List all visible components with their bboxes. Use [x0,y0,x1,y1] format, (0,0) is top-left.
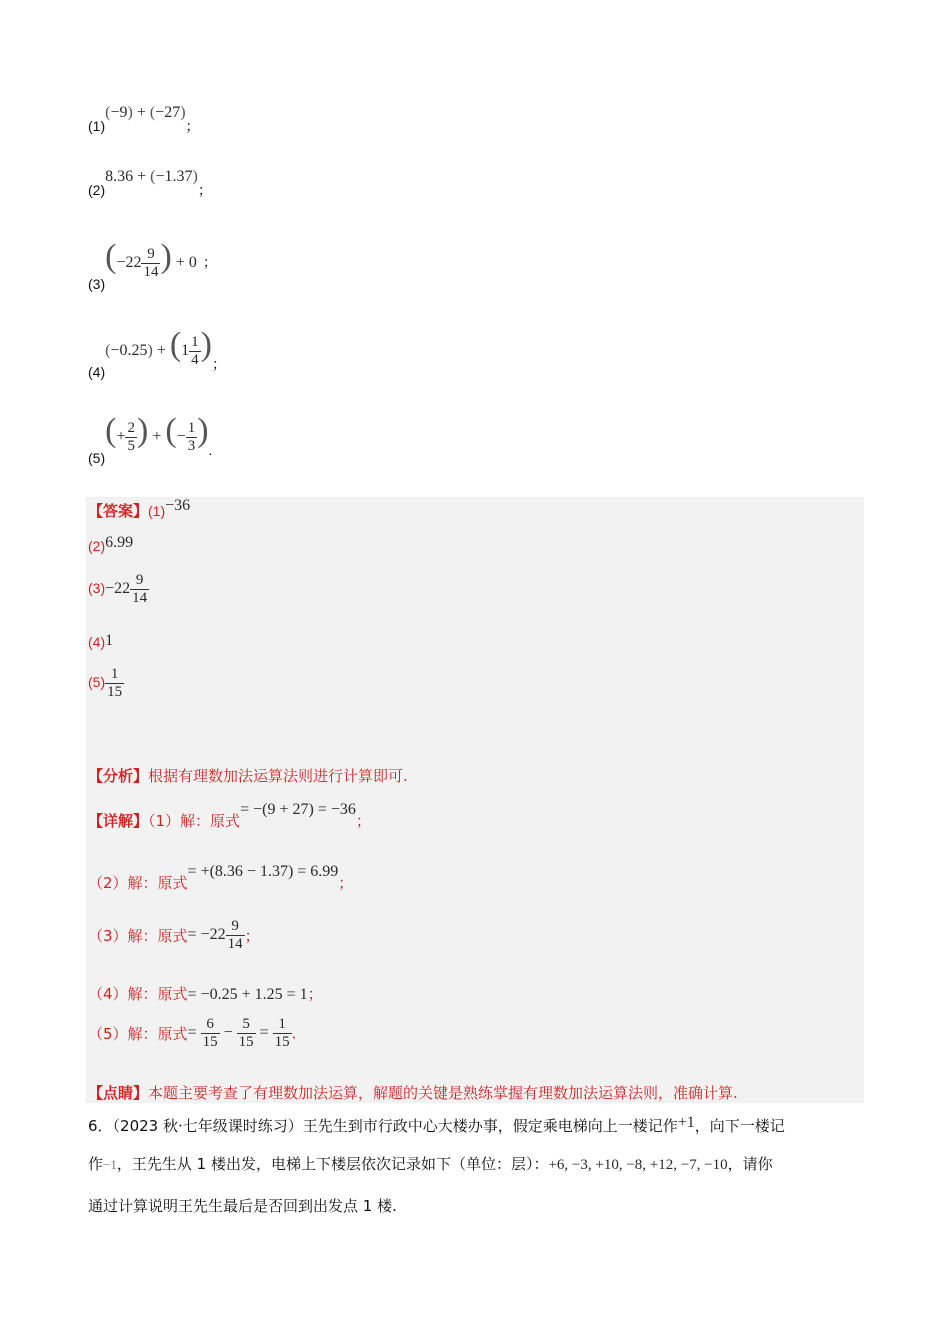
detail-1 [88,801,371,831]
detail-expr: = −(9 + 27) = −36 [240,801,356,818]
term: −1.37 [155,168,193,185]
detail-prefix: （5）解：原式 [88,1025,188,1043]
term: −9 [110,104,128,121]
fraction [105,666,124,701]
question-text: 6．（2023 秋·七年级课时练习）王先生到市行政中心大楼办事，假定乘电梯向上一楼记作 [88,1117,678,1135]
answer-whole: −22 [105,580,131,598]
denominator: 15 [107,684,123,700]
answer-value: 1 [105,632,114,649]
fraction [237,1016,256,1051]
answer-value: −36 [165,497,191,514]
problem-5: (5)(+ $\frac{2}{5}$ ) + (− $\frac{1}{3}$ ). [88,412,213,466]
answer-panel [86,497,864,1103]
answer-heading: 【答案】 [88,502,149,520]
numerator: 9 [147,245,155,262]
problem-label: (4) [88,364,106,380]
punct: ； [307,985,323,1003]
question-text: 通过计算说明王先生最后是否回到出发点 1 楼. [88,1197,397,1215]
punct: . [291,1024,297,1043]
math-down: −1 [103,1157,117,1172]
detail-prefix: （2）解：原式 [88,874,188,892]
comment-text: 本题主要考查了有理数加法运算，解题的关键是熟练掌握有理数加法运算法则，准确计算. [148,1084,738,1102]
answer-5 [88,666,124,701]
detail-expr: = −22 [187,926,226,944]
denominator: 4 [191,351,199,368]
denominator: 15 [274,1034,290,1050]
numerator: 1 [110,666,119,682]
detail-heading: 【详解】 [88,812,149,830]
detail-expr: = −0.25 + 1.25 = 1 [187,986,308,1003]
punct: ； [338,874,354,892]
problem-1: (1)(−9) + (−27)； [88,104,200,134]
numerator: 5 [242,1016,250,1032]
denominator: 14 [227,936,243,952]
problem-2: (2)8.36 + (−1.37)； [88,168,212,198]
numerator: 1 [191,333,199,350]
question-6-line-3 [88,1188,397,1224]
fraction [201,1016,220,1051]
numerator: 9 [231,918,239,934]
fraction [226,918,245,953]
punct: ； [185,118,200,134]
denominator: 15 [238,1034,254,1050]
term: + 0 [175,254,197,271]
detail-3 [88,918,260,953]
problem-3: (3)(−22 $\frac{9}{14}$ ) + 0 ； [88,238,217,292]
answer-label: (5) [88,674,106,691]
detail-2 [88,863,354,893]
fraction [186,420,198,455]
denominator: 14 [132,590,148,606]
denominator: 5 [127,437,135,454]
analysis [88,765,408,786]
detail-prefix: （3）解：原式 [88,927,188,945]
denominator: 3 [187,437,196,454]
term: −27 [155,104,181,121]
question-text: 作 [88,1155,104,1173]
detail-prefix: （1）解：原式 [148,812,241,830]
punct: ； [202,254,217,270]
term: 1 [181,342,190,359]
fraction [125,420,137,455]
numerator: 1 [278,1016,286,1032]
answer-3 [88,572,149,607]
term: −22 [116,254,142,271]
comment [88,1082,738,1103]
answer-2 [88,536,133,556]
punct: ； [355,812,371,830]
question-text: ，王先生从 1 楼出发，电梯上下楼层依次记录如下（单位：层）： [116,1155,549,1173]
answer-4 [88,632,113,652]
denominator: 15 [202,1034,218,1050]
punct: ； [244,927,260,945]
numerator: 6 [206,1016,214,1032]
problem-label: (5) [88,450,106,466]
question-text: ，向下一楼记 [694,1117,785,1135]
fraction [273,1016,292,1051]
punct: ； [197,182,212,198]
answer-label: (1) [148,503,166,519]
numerator: 1 [187,419,196,436]
analysis-heading: 【分析】 [88,767,149,785]
problem-label: (3) [88,276,106,292]
detail-5: （5）解：原式= $\frac{6}{15}$ − $\frac{5}{15}$ = $\frac{1}{15}$ . [88,1016,297,1050]
detail-prefix: （4）解：原式 [88,985,188,1003]
answer-label: (3) [88,580,106,597]
term: −0.25 [110,342,148,359]
fraction [141,246,160,281]
problem-label: (2) [88,182,106,198]
answer-value: 6.99 [105,534,134,551]
punct: ； [212,356,226,372]
math-up: +1 [677,1114,695,1131]
answer-1 [88,497,191,521]
punct: . [208,442,213,458]
detail-expr: = +(8.36 − 1.37) = 6.99 [187,863,339,880]
analysis-text: 根据有理数加法运算法则进行计算即可. [148,767,408,785]
answer-label: (4) [88,634,106,650]
fraction [189,334,201,369]
comment-heading: 【点睛】 [88,1084,149,1102]
answer-label: (2) [88,538,106,554]
sign: + [116,428,126,445]
fraction [130,572,149,607]
question-text: ，请你 [727,1155,773,1173]
question-6-line-1 [88,1108,785,1145]
denominator: 14 [143,263,159,280]
problem-label: (1) [88,118,106,134]
numerator: 2 [127,419,135,436]
problem-4: (4)(−0.25) + (1 $\frac{1}{4}$ )； [88,326,226,380]
term: 8.36 + [105,168,147,185]
numerator: 9 [135,572,144,588]
floor-records: +6, −3, +10, −8, +12, −7, −10 [548,1157,728,1173]
sign: − [176,428,186,445]
question-6-line-2 [88,1146,773,1183]
detail-4 [88,983,323,1004]
